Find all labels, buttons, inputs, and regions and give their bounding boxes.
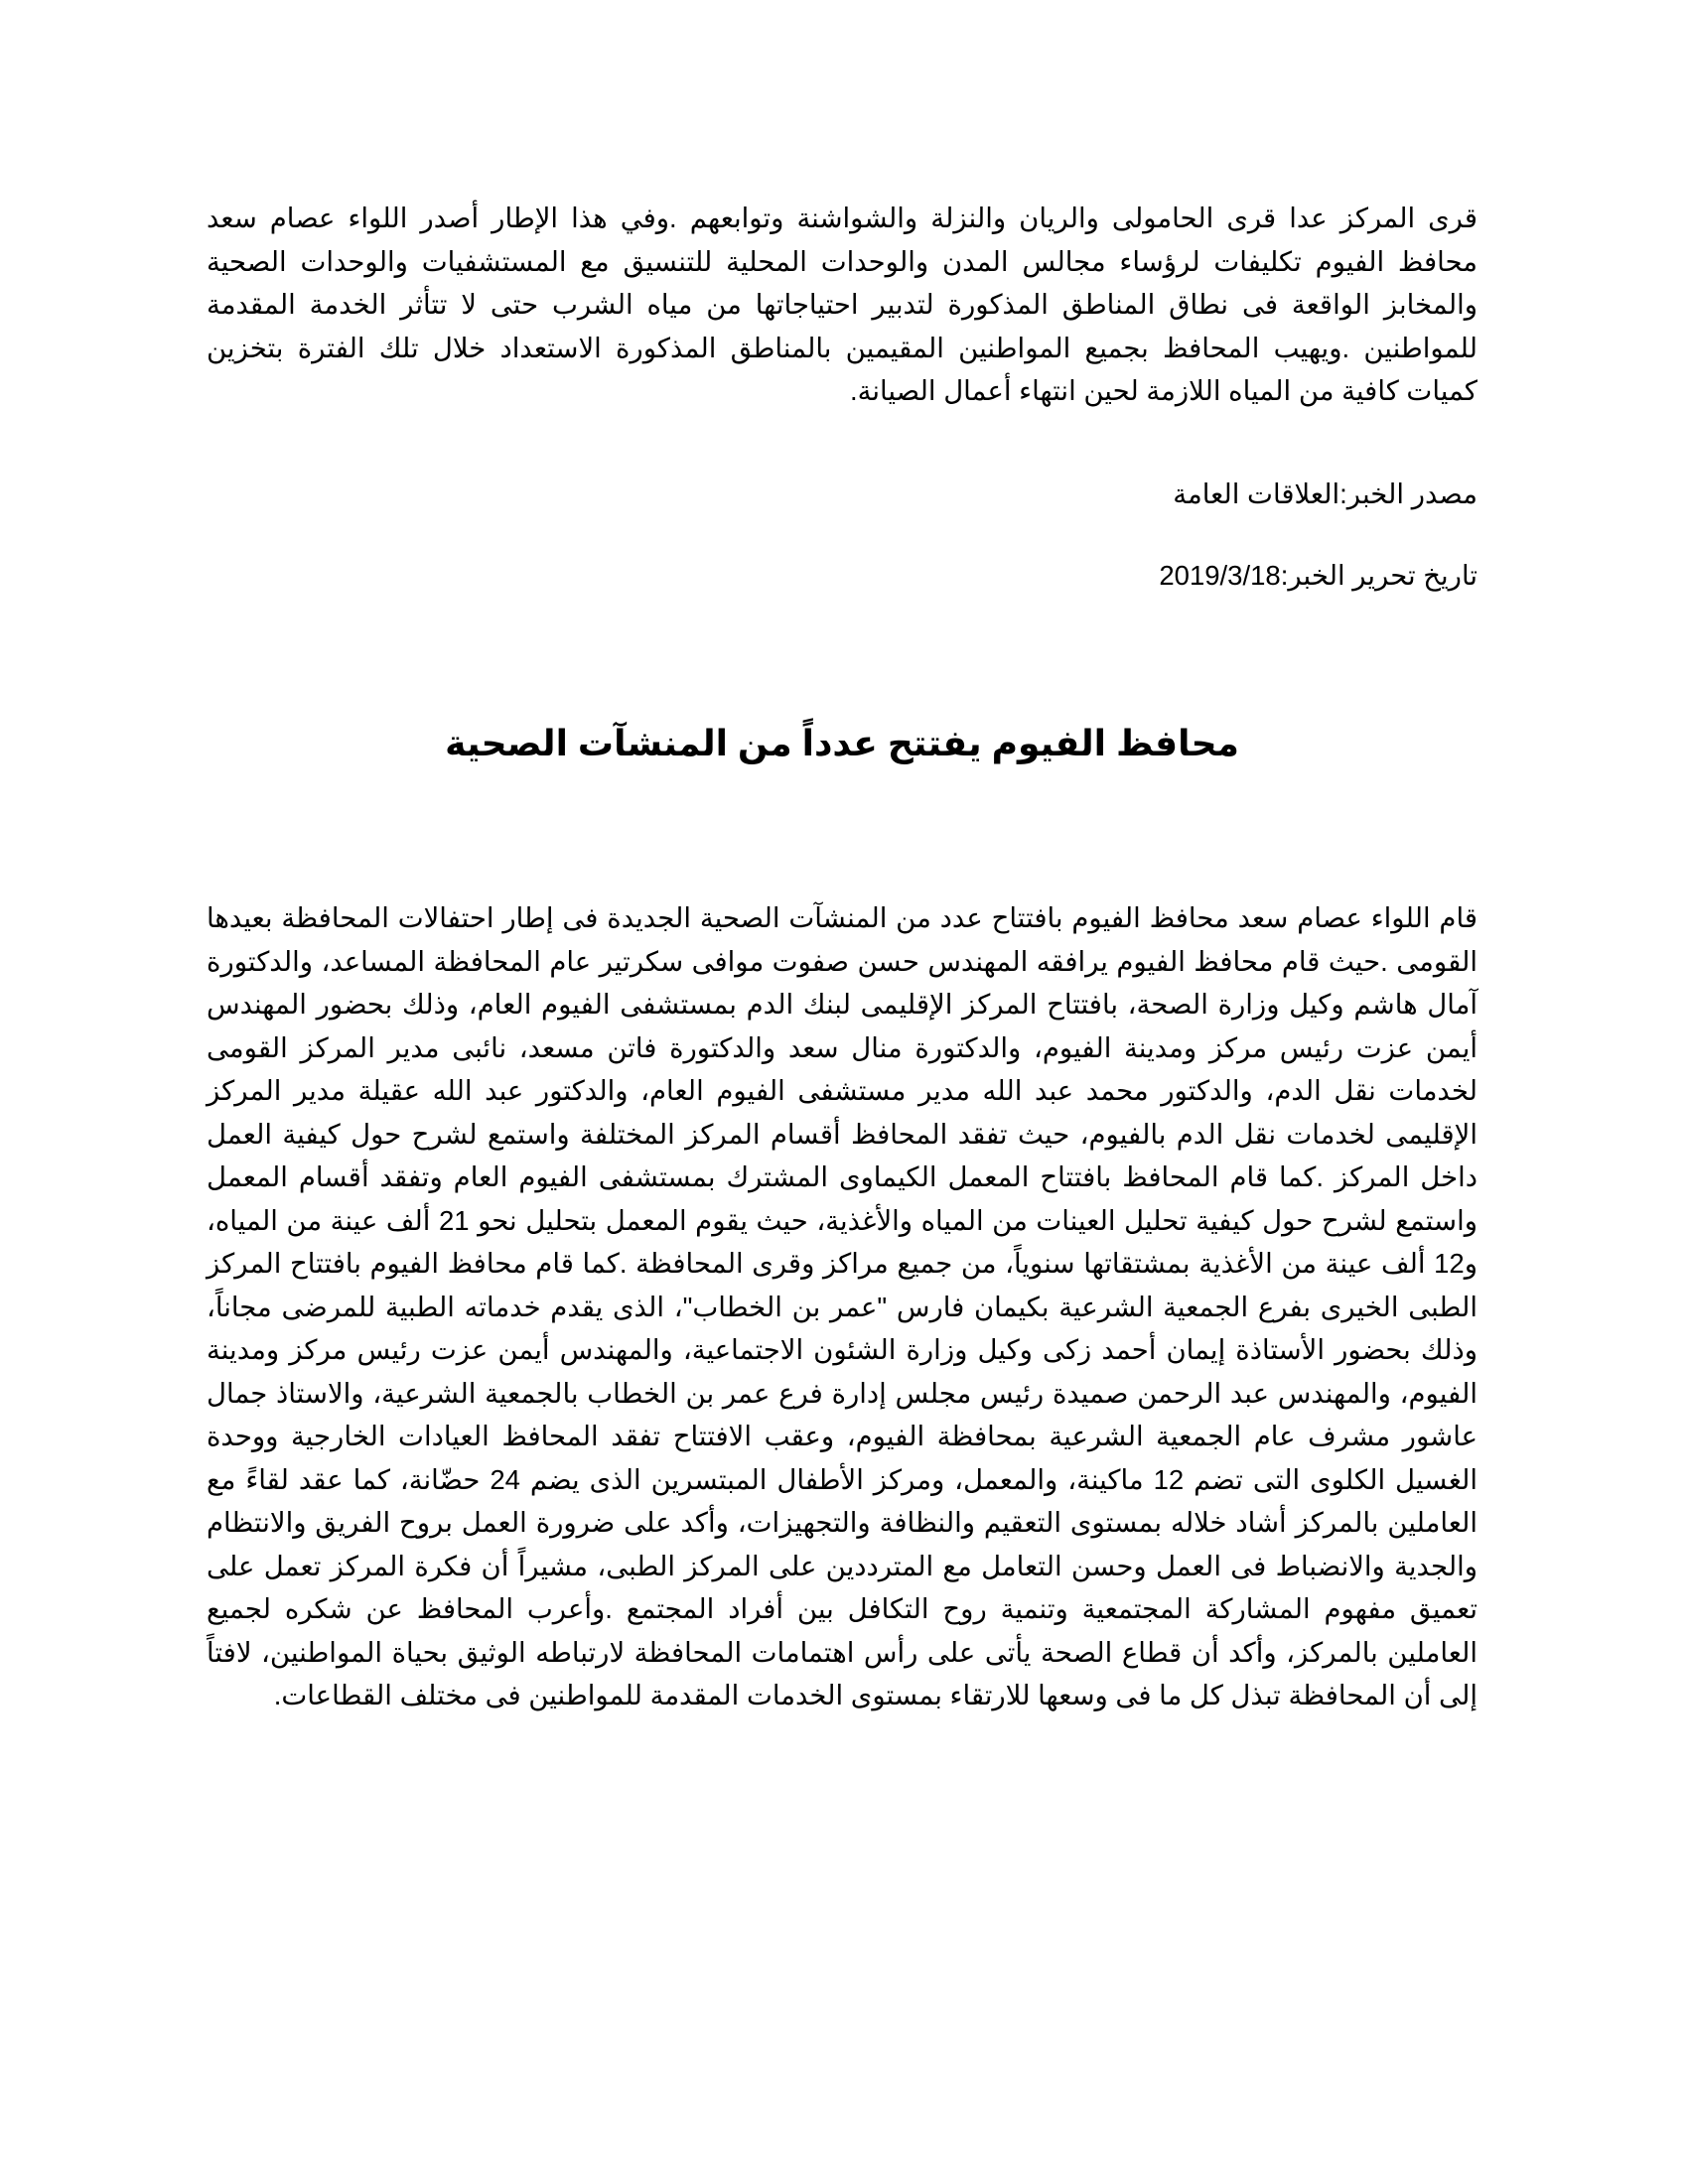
news-date-line [207, 554, 1477, 598]
news-source-line [207, 473, 1477, 516]
news-date-label: تاريخ تحرير الخبر: [1280, 560, 1477, 591]
news-source-label: مصدر الخبر: [1339, 478, 1477, 509]
document-page [207, 0, 1477, 2184]
news-date-value: 2019/3/18 [1159, 560, 1281, 591]
news-source-value: العلاقات العامة [1173, 478, 1340, 509]
intro-paragraph: قرى المركز عدا قرى الحامولى والريان والنزلة والشواشنة وتوابعهم .وفي هذا الإطار أصدر اللواء عصام سعد محافظ الفيوم تكليفات لرؤساء مجالس المدن والوحدات المحلية للتنسيق مع المستشفيات والوحدات الصحية والمخابز الواقعة فى نطاق المناطق المذكورة لتدبير احتياجاتها من مياه الشرب حتى لا تتأثر الخدمة المقدمة للمواطنين .ويهيب المحافظ بجميع المواطنين المقيمين بالمناطق المذكورة الاستعداد خلال تلك الفترة بتخزين كميات كافية من المياه اللازمة لحين انتهاء أعمال الصيانة. [207, 203, 1477, 406]
article-title: محافظ الفيوم يفتتح عدداً من المنشآت الصحية [445, 723, 1239, 763]
article-body: قام اللواء عصام سعد محافظ الفيوم بافتتاح عدد من المنشآت الصحية الجديدة فى إطار احتفالات المحافظة بعيدها القومى .حيث قام محافظ الفيوم يرافقه المهندس حسن صفوت موافى سكرتير عام المحافظة المساعد، والدكتورة آمال هاشم وكيل وزارة الصحة، بافتتاح المركز الإقليمى لبنك الدم بمستشفى الفيوم العام، وذلك بحضور المهندس أيمن عزت رئيس مركز ومدينة الفيوم، والدكتورة منال سعد والدكتورة فاتن مسعد، نائبى مدير المركز القومى لخدمات نقل الدم، والدكتور محمد عبد الله مدير مستشفى الفيوم العام، والدكتور عبد الله عقيلة مدير المركز الإقليمى لخدمات نقل الدم بالفيوم، حيث تفقد المحافظ أقسام المركز المختلفة واستمع لشرح حول كيفية العمل داخل المركز .كما قام المحافظ بافتتاح المعمل الكيماوى المشترك بمستشفى الفيوم العام وتفقد أقسام المعمل واستمع لشرح حول كيفية تحليل العينات من المياه والأغذية، حيث يقوم المعمل بتحليل نحو 21 ألف عينة من المياه، و12 ألف عينة من الأغذية بمشتقاتها سنوياً، من جميع مراكز وقرى المحافظة .كما قام محافظ الفيوم بافتتاح المركز الطبى الخيرى بفرع الجمعية الشرعية بكيمان فارس "عمر بن الخطاب"، الذى يقدم خدماته الطبية للمرضى مجاناً، وذلك بحضور الأستاذة إيمان أحمد زكى وكيل وزارة الشئون الاجتماعية، والمهندس أيمن عزت رئيس مركز ومدينة الفيوم، والمهندس عبد الرحمن صميدة رئيس مجلس إدارة فرع عمر بن الخطاب بالجمعية الشرعية، والاستاذ جمال عاشور مشرف عام الجمعية الشرعية بمحافظة الفيوم، وعقب الافتتاح تفقد المحافظ العيادات الخارجية ووحدة الغسيل الكلوى التى تضم 12 ماكينة، والمعمل، ومركز الأطفال المبتسرين الذى يضم 24 حضّانة، كما عقد لقاءً مع العاملين بالمركز أشاد خلاله بمستوى التعقيم والنظافة والتجهيزات، وأكد على ضرورة العمل بروح الفريق والانتظام والجدية والانضباط فى العمل وحسن التعامل مع المترددين على المركز الطبى، مشيراً أن فكرة المركز تعمل على تعميق مفهوم المشاركة المجتمعية وتنمية روح التكافل بين أفراد المجتمع .وأعرب المحافظ عن شكره لجميع العاملين بالمركز، وأكد أن قطاع الصحة يأتى على رأس اهتمامات المحافظة لارتباطه الوثيق بحياة المواطنين، لافتاً إلى أن المحافظة تبذل كل ما فى وسعها للارتقاء بمستوى الخدمات المقدمة للمواطنين فى مختلف القطاعات. [207, 902, 1478, 1710]
